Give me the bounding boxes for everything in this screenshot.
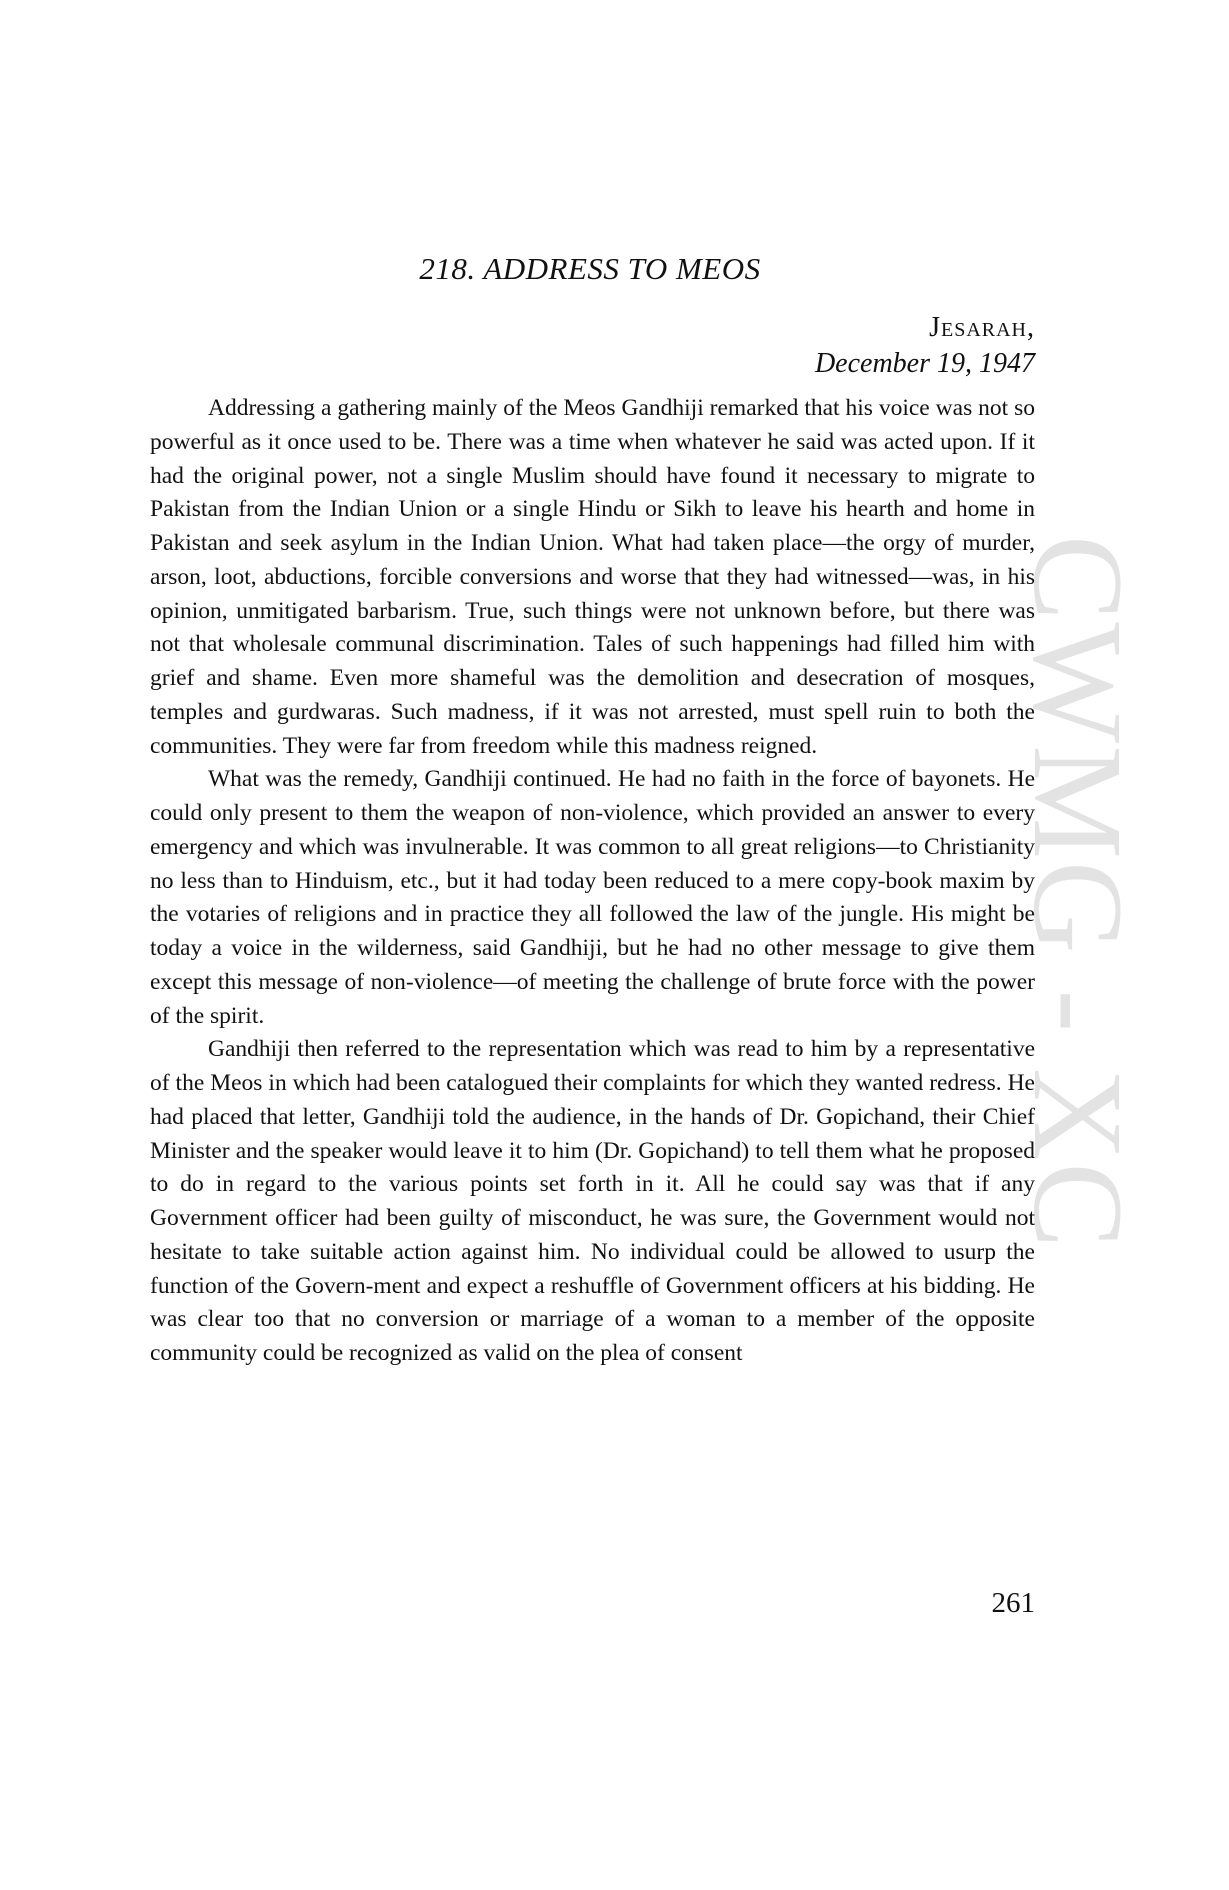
paragraph: What was the remedy, Gandhiji continued. He had no faith in the force of bayonets. He could only present to them the weapon of non-violence, which provided an answer to every emergency and which was invulnerable. It was common to all great religions—to Christianity no less than to Hinduism, etc., but it had today been reduced to a mere copy-book maxim by the votaries of religions and in practice they all followed the law of the jungle. His might be today a voice in the wilderness, said Gandhiji, but he had no other message to give them except this message of non-violence—of meeting the challenge of brute force with the power of the spirit.: [150, 766, 1035, 1029]
page-number: 261: [991, 1587, 1035, 1619]
paragraph: Gandhiji then referred to the representation which was read to him by a representative of the Meos in which had been catalogued their complaints for which they wanted redress. He had placed that letter, Gandhiji told the audience, in the hands of Dr. Gopichand, their Chief Minister and the speaker would leave it to him (Dr. Gopichand) to tell them what he proposed to do in regard to the various points set forth in it. All he could say was that if any Government officer had been guilty of misconduct, he was sure, the Government would not hesitate to take suitable action against him. No individual could be allowed to usurp the function of the Govern-ment and expect a reshuffle of Government officers at his bidding. He was clear too that no conversion or marriage of a woman to a member of the opposite community could be recognized as valid on the plea of consent: [150, 1036, 1035, 1366]
dateline-date: December 19, 1947: [814, 348, 1035, 379]
section-heading: 218. ADDRESS TO MEOS: [419, 251, 761, 286]
dateline-place: Jesarah,: [929, 312, 1035, 343]
watermark: CWMG - XC: [1007, 535, 1149, 1250]
paragraph: Addressing a gathering mainly of the Meos Gandhiji remarked that his voice was not so powerful as it once used to be. There was a time when whatever he said was acted upon. If it had the original power, not a single Muslim should have found it necessary to migrate to Pakistan from the Indian Union or a single Hindu or Sikh to leave his hearth and home in Pakistan and seek asylum in the Indian Union. What had taken place—the orgy of murder, arson, loot, abductions, forcible conversions and worse that they had witnessed—was, in his opinion, unmitigated barbarism. True, such things were not unknown before, but there was not that wholesale communal discrimination. Tales of such happenings had filled him with grief and shame. Even more shameful was the demolition and desecration of mosques, temples and gurdwaras. Such madness, if it was not arrested, must spell ruin to both the communities. They were far from freedom while this madness reigned.: [150, 395, 1035, 759]
body-text: [150, 392, 1035, 1371]
